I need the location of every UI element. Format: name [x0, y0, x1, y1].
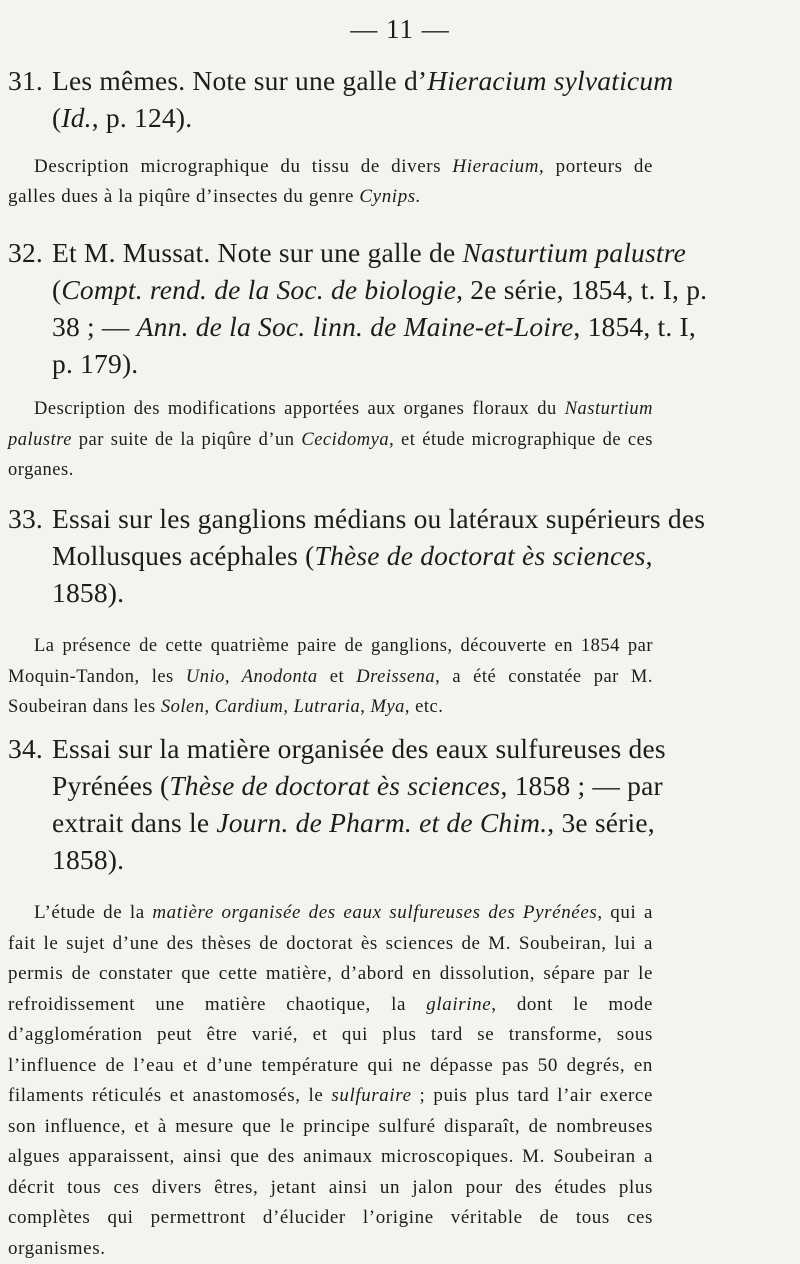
text-run: Description micrographique du tissu de divers	[34, 156, 453, 177]
entry-description	[8, 631, 653, 723]
text-run: , 3e série, 1858).	[52, 807, 655, 875]
entry-title-text	[52, 237, 707, 379]
text-run: ,	[360, 697, 371, 717]
italic-text-run: Id.	[61, 102, 92, 133]
text-run: , dont le mode d’agglomération peut être varié, et qui plus tard se transforme, sous l’influence de l’eau et d’une température qui ne dépasse pas 50 degrés, en filaments réticulés et anastomosés, le	[8, 993, 653, 1106]
italic-text-run: Nasturtium palustre	[462, 237, 687, 268]
italic-text-run: Ann. de la Soc. linn. de Maine-et-Loire	[136, 311, 574, 342]
text-run: Essai sur les ganglions médians ou latéraux supérieurs des Mollusques acéphales (	[52, 503, 706, 571]
text-run: (	[52, 274, 62, 305]
text-run: , et étude micrographique de ces organes.	[8, 429, 654, 480]
entry-number: 33.	[8, 503, 43, 534]
italic-text-run: Hieracium	[452, 156, 540, 177]
italic-text-run: Thèse de doctorat ès sciences	[314, 540, 646, 571]
italic-text-run: Compt. rend. de la Soc. de biologie	[61, 274, 457, 305]
text-run: Description des modifications apportées aux organes floraux du	[34, 399, 565, 419]
text-run: , 1858).	[52, 540, 653, 608]
italic-text-run: Cardium	[214, 697, 284, 717]
italic-text-run: Hieracium sylvaticum	[427, 65, 674, 96]
text-run: ,	[283, 697, 294, 717]
italic-text-run: Nasturtium palustre	[8, 399, 653, 450]
italic-text-run: Cynips.	[359, 186, 422, 207]
entry-title-text	[52, 733, 666, 875]
italic-text-run: Unio, Anodonta	[185, 666, 318, 687]
text-run: , 1854, t. I, p. 179).	[52, 311, 696, 379]
entry-number: 34.	[8, 733, 43, 764]
text-run: , p. 124).	[91, 102, 193, 133]
text-run: , 2e série, 1854, t. I, p. 38 ; —	[52, 274, 708, 342]
italic-text-run: Dreissena	[356, 666, 436, 687]
page-number: — 11 —	[350, 14, 450, 44]
italic-text-run: Solen	[160, 697, 205, 717]
text-run: , porteurs de galles dues à la piqûre d’insectes du genre	[8, 156, 653, 207]
entry-title	[8, 234, 712, 382]
entry-number: 31.	[8, 65, 43, 96]
text-run: La présence de cette quatrième paire de ganglions, découverte en 1854 par Moquin-Tandon, les	[8, 636, 653, 687]
entry-title	[8, 62, 712, 136]
italic-text-run: sulfuraire	[331, 1085, 412, 1106]
text-run: Et M. Mussat. Note sur une galle de	[52, 237, 463, 268]
text-run: Les mêmes. Note sur une galle d’	[52, 65, 428, 96]
italic-text-run: glairine	[426, 993, 492, 1015]
text-run: , qui a fait le sujet d’une des thèses de doctorat ès sciences de M. Soubeiran, lui a permis de constater que cette matière, d’abord en dissolution, sépare par le refroidissement une matière chaotique, la	[8, 902, 653, 1015]
text-run: Essai sur la matière organisée des eaux sulfureuses des Pyrénées (	[52, 733, 666, 801]
italic-text-run: Thèse de doctorat ès sciences	[169, 770, 501, 801]
italic-text-run: Journ. de Pharm. et de Chim.	[216, 807, 548, 838]
entry-33	[0, 500, 800, 723]
text-run: , 1858 ; — par extrait dans le	[52, 770, 663, 838]
entry-title	[8, 500, 712, 611]
text-run: (	[52, 102, 62, 133]
entry-description	[8, 152, 653, 212]
text-run: , a été constatée par M. Soubeiran dans les	[8, 666, 654, 717]
text-run: et	[317, 666, 357, 687]
entry-description	[8, 898, 653, 1264]
entry-34	[0, 730, 800, 1264]
text-run: L’étude de la	[34, 902, 153, 923]
entry-title-text	[52, 65, 673, 133]
italic-text-run: matière organisée des eaux sulfureuses des Pyrénées	[152, 902, 598, 923]
text-run: , etc.	[404, 697, 444, 717]
italic-text-run: Lutraria	[293, 697, 361, 717]
text-run: ; puis plus tard l’air exerce son influence, et à mesure que le principe sulfuré disparaît, de nombreuses algues apparaissent, ainsi que des animaux microscopiques. M. Soubeiran a décrit tous ces divers êtres, jetant ainsi un jalon pour des études plus complètes qui permettront d’élucider l’origine véritable de tous ces organismes.	[8, 1085, 653, 1259]
italic-text-run: Cecidomya	[301, 429, 390, 450]
italic-text-run: Mya	[370, 697, 405, 717]
entry-32	[0, 234, 800, 486]
text-run: ,	[204, 697, 215, 717]
entry-description	[8, 394, 653, 486]
entry-title	[8, 730, 712, 878]
entry-number: 32.	[8, 237, 43, 268]
entry-title-text	[52, 503, 705, 608]
entry-31	[0, 62, 800, 212]
text-run: par suite de la piqûre d’un	[71, 429, 302, 450]
